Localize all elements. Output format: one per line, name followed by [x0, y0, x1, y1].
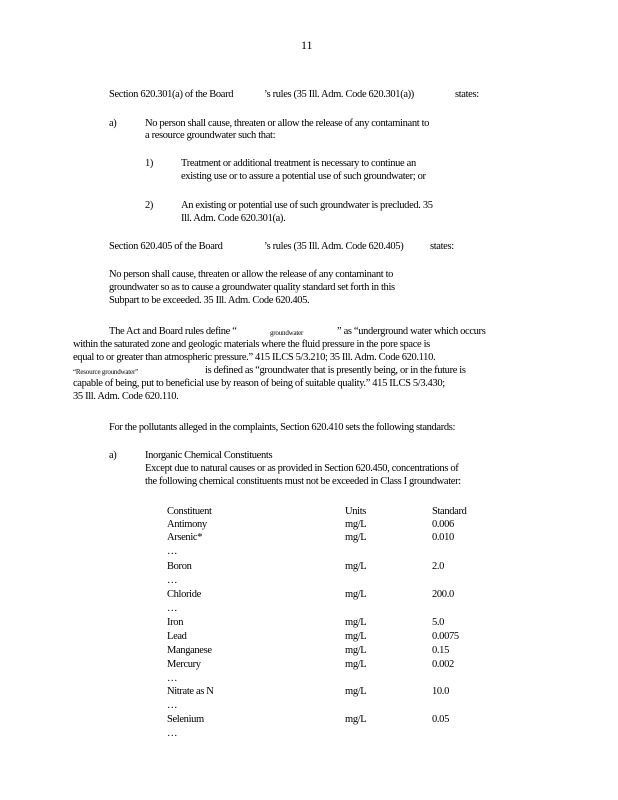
row-standard: 5.0 — [432, 617, 445, 628]
row-standard: 0.002 — [432, 659, 454, 670]
header-standard: Standard — [432, 506, 467, 517]
row-units: mg/L — [345, 631, 367, 642]
pollutants-heading: Inorganic Chemical Constituents — [145, 450, 273, 461]
row-standard: 2.0 — [432, 561, 445, 572]
s301-item1-line2: existing use or to assure a potential use of such groundwater; or — [181, 171, 426, 182]
s301-a-line2: a resource groundwater such that: — [145, 130, 276, 141]
s405-cite: ’s rules (35 Ill. Adm. Code 620.405) — [264, 241, 404, 252]
row-standard: 10.0 — [432, 686, 449, 697]
s301-item1-label: 1) — [145, 158, 154, 169]
s405-quote-line1: No person shall cause, threaten or allow the release of any contaminant to — [109, 269, 394, 280]
s301-a-line1: No person shall cause, threaten or allow the release of any contaminant to — [145, 118, 430, 129]
row-ellipsis: … — [167, 673, 178, 684]
s405-intro: Section 620.405 of the Board — [109, 241, 223, 252]
row-name: Lead — [167, 631, 187, 642]
row-units: mg/L — [345, 617, 367, 628]
pollutants-desc-line1: Except due to natural causes or as provided in Section 620.450, concentrations of — [145, 463, 459, 474]
s301-a-label: a) — [109, 118, 117, 129]
defs-line1-pre: The Act and Board rules define “ — [109, 326, 237, 337]
defs-term-resource-groundwater: “Resource groundwater” — [73, 368, 138, 376]
row-units: mg/L — [345, 561, 367, 572]
s301-intro: Section 620.301(a) of the Board — [109, 89, 234, 100]
row-standard: 0.15 — [432, 645, 449, 656]
row-name: Mercury — [167, 659, 201, 670]
s301-item2-line2: Ill. Adm. Code 620.301(a). — [181, 213, 286, 224]
s405-states: states: — [430, 241, 454, 252]
row-units: mg/L — [345, 532, 367, 543]
s301-item1-line1: Treatment or additional treatment is necessary to continue an — [181, 158, 416, 169]
row-name: Antimony — [167, 519, 207, 530]
row-ellipsis: … — [167, 546, 178, 557]
row-name: Manganese — [167, 645, 212, 656]
s301-item2-line1: An existing or potential use of such groundwater is precluded. 35 — [181, 200, 433, 211]
s405-quote-line2: groundwater so as to cause a groundwater quality standard set forth in this — [109, 282, 395, 293]
row-standard: 0.006 — [432, 519, 454, 530]
pollutants-a-label: a) — [109, 450, 117, 461]
row-units: mg/L — [345, 519, 367, 530]
pollutants-intro: For the pollutants alleged in the complaints, Section 620.410 sets the following standards: — [109, 422, 456, 433]
header-constituent: Constituent — [167, 506, 212, 517]
row-ellipsis: … — [167, 603, 178, 614]
row-units: mg/L — [345, 714, 367, 725]
defs-line6: 35 Ill. Adm. Code 620.110. — [73, 391, 179, 402]
row-units: mg/L — [345, 645, 367, 656]
row-name: Nitrate as N — [167, 686, 214, 697]
defs-line4-post: is defined as “groundwater that is presently being, or in the future is — [205, 365, 466, 376]
row-units: mg/L — [345, 686, 367, 697]
page-number: 11 — [301, 38, 313, 52]
row-units: mg/L — [345, 589, 367, 600]
s301-cite: ’s rules (35 Ill. Adm. Code 620.301(a)) — [264, 89, 414, 100]
s301-states: states: — [455, 89, 479, 100]
row-standard: 0.05 — [432, 714, 449, 725]
header-units: Units — [345, 506, 367, 517]
pollutants-desc-line2: the following chemical constituents must not be exceeded in Class I groundwater: — [145, 476, 461, 487]
row-ellipsis: … — [167, 728, 178, 739]
row-name: Chloride — [167, 589, 201, 600]
defs-line2: within the saturated zone and geologic materials where the fluid pressure in the pore space is — [73, 339, 430, 350]
row-name: Arsenic* — [167, 532, 203, 543]
defs-line1-post: ” as “underground water which occurs — [337, 326, 486, 337]
row-name: Iron — [167, 617, 184, 628]
s405-quote-line3: Subpart to be exceeded. 35 Ill. Adm. Code 620.405. — [109, 295, 310, 306]
defs-line3: equal to or greater than atmospheric pressure.” 415 ILCS 5/3.210; 35 Ill. Adm. Code 620.110. — [73, 352, 436, 363]
row-name: Selenium — [167, 714, 204, 725]
defs-term-groundwater: groundwater — [270, 329, 304, 337]
row-ellipsis: … — [167, 700, 178, 711]
defs-line5: capable of being, put to beneficial use by reason of being of suitable quality.” 415 ILCS 5/3.430; — [73, 378, 445, 389]
s301-item2-label: 2) — [145, 200, 154, 211]
row-standard: 0.0075 — [432, 631, 459, 642]
row-name: Boron — [167, 561, 192, 572]
row-standard: 0.010 — [432, 532, 454, 543]
row-ellipsis: … — [167, 575, 178, 586]
row-units: mg/L — [345, 659, 367, 670]
row-standard: 200.0 — [432, 589, 454, 600]
